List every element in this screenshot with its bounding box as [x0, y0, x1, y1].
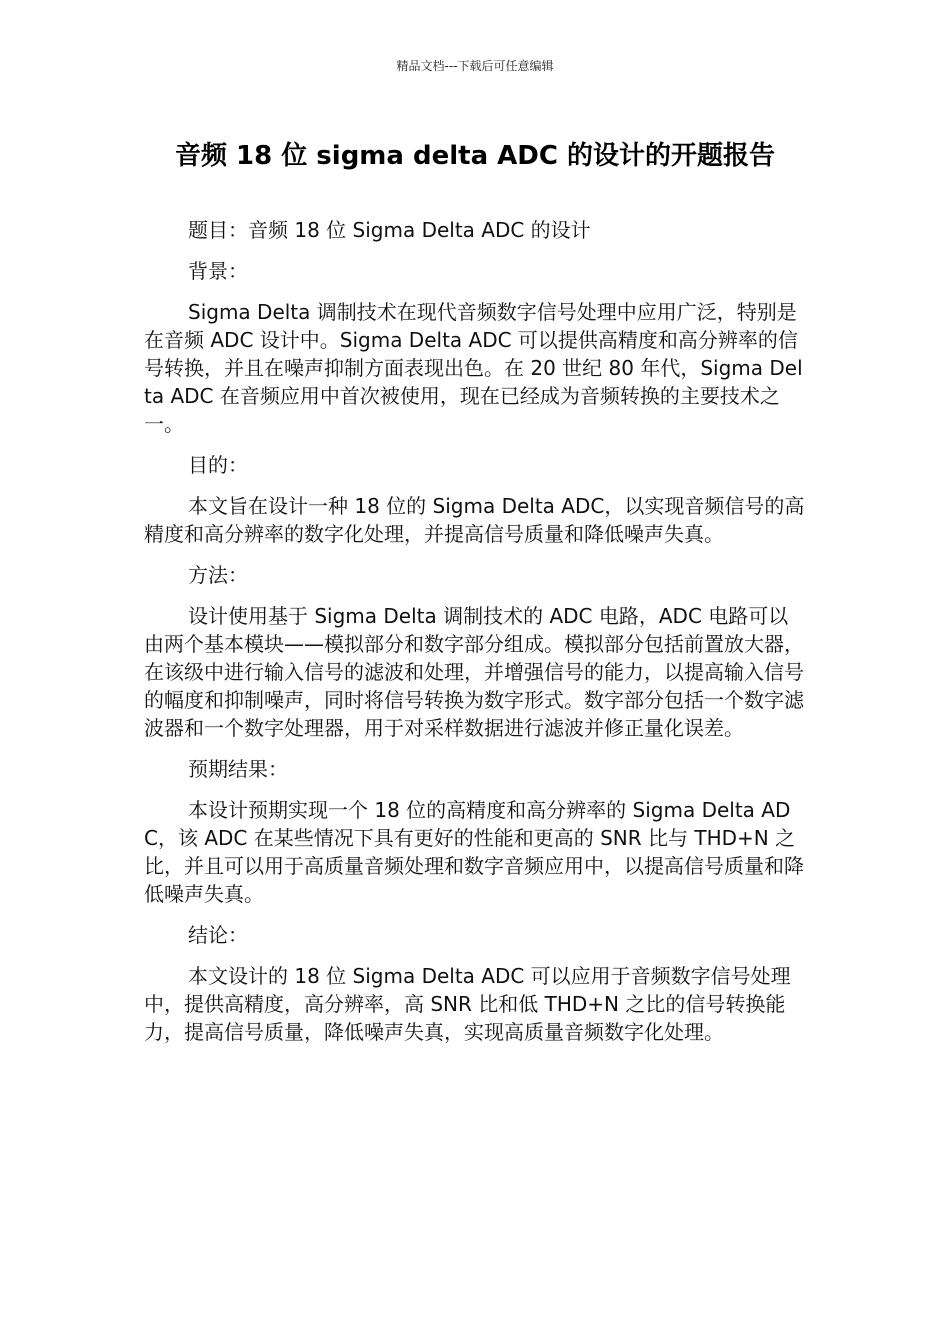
- section-label-background: 背景：: [188, 259, 248, 283]
- section-label-conclusion: 结论：: [188, 923, 248, 947]
- document-body: [144, 216, 808, 1059]
- section-label-expected-results: 预期结果：: [188, 757, 288, 781]
- section-text-background: Sigma Delta 调制技术在现代音频数字信号处理中应用广泛，特别是在音频 ADC 设计中。Sigma Delta ADC 可以提供高精度和高分辨率的信号转换，并且在噪声抑制方面表现出色。在 20 世纪 80 年代，Sigma Delta ADC 在音频应用中首次被使用，现在已经成为音频转换的主要技术之一。: [144, 300, 803, 436]
- section-label-method: 方法：: [188, 563, 248, 587]
- page-header: 精品文档---下载后可任意编辑: [396, 59, 554, 73]
- document-title: 音频 18 位 sigma delta ADC 的设计的开题报告: [174, 141, 776, 171]
- section-text-purpose: 本文旨在设计一种 18 位的 Sigma Delta ADC，以实现音频信号的高精度和高分辨率的数字化处理，并提高信号质量和降低噪声失真。: [144, 494, 805, 546]
- section-label-purpose: 目的：: [188, 453, 248, 477]
- section-text-conclusion: 本文设计的 18 位 Sigma Delta ADC 可以应用于音频数字信号处理中，提供高精度，高分辨率，高 SNR 比和低 THD+N 之比的信号转换能力，提高信号质量，降低噪声失真，实现高质量音频数字化处理。: [144, 964, 791, 1044]
- section-text-method: 设计使用基于 Sigma Delta 调制技术的 ADC 电路，ADC 电路可以由两个基本模块——模拟部分和数字部分组成。模拟部分包括前置放大器，在该级中进行输入信号的滤波和处理，并增强信号的能力，以提高输入信号的幅度和抑制噪声，同时将信号转换为数字形式。数字部分包括一个数字滤波器和一个数字处理器，用于对采样数据进行滤波并修正量化误差。: [144, 604, 804, 740]
- section-text-expected-results: 本设计预期实现一个 18 位的高精度和高分辨率的 Sigma Delta ADC，该 ADC 在某些情况下具有更好的性能和更高的 SNR 比与 THD+N 之比，并且可以用于高质量音频处理和数字音频应用中，以提高信号质量和降低噪声失真。: [144, 798, 804, 906]
- subject-line: 题目：音频 18 位 Sigma Delta ADC 的设计: [188, 218, 591, 242]
